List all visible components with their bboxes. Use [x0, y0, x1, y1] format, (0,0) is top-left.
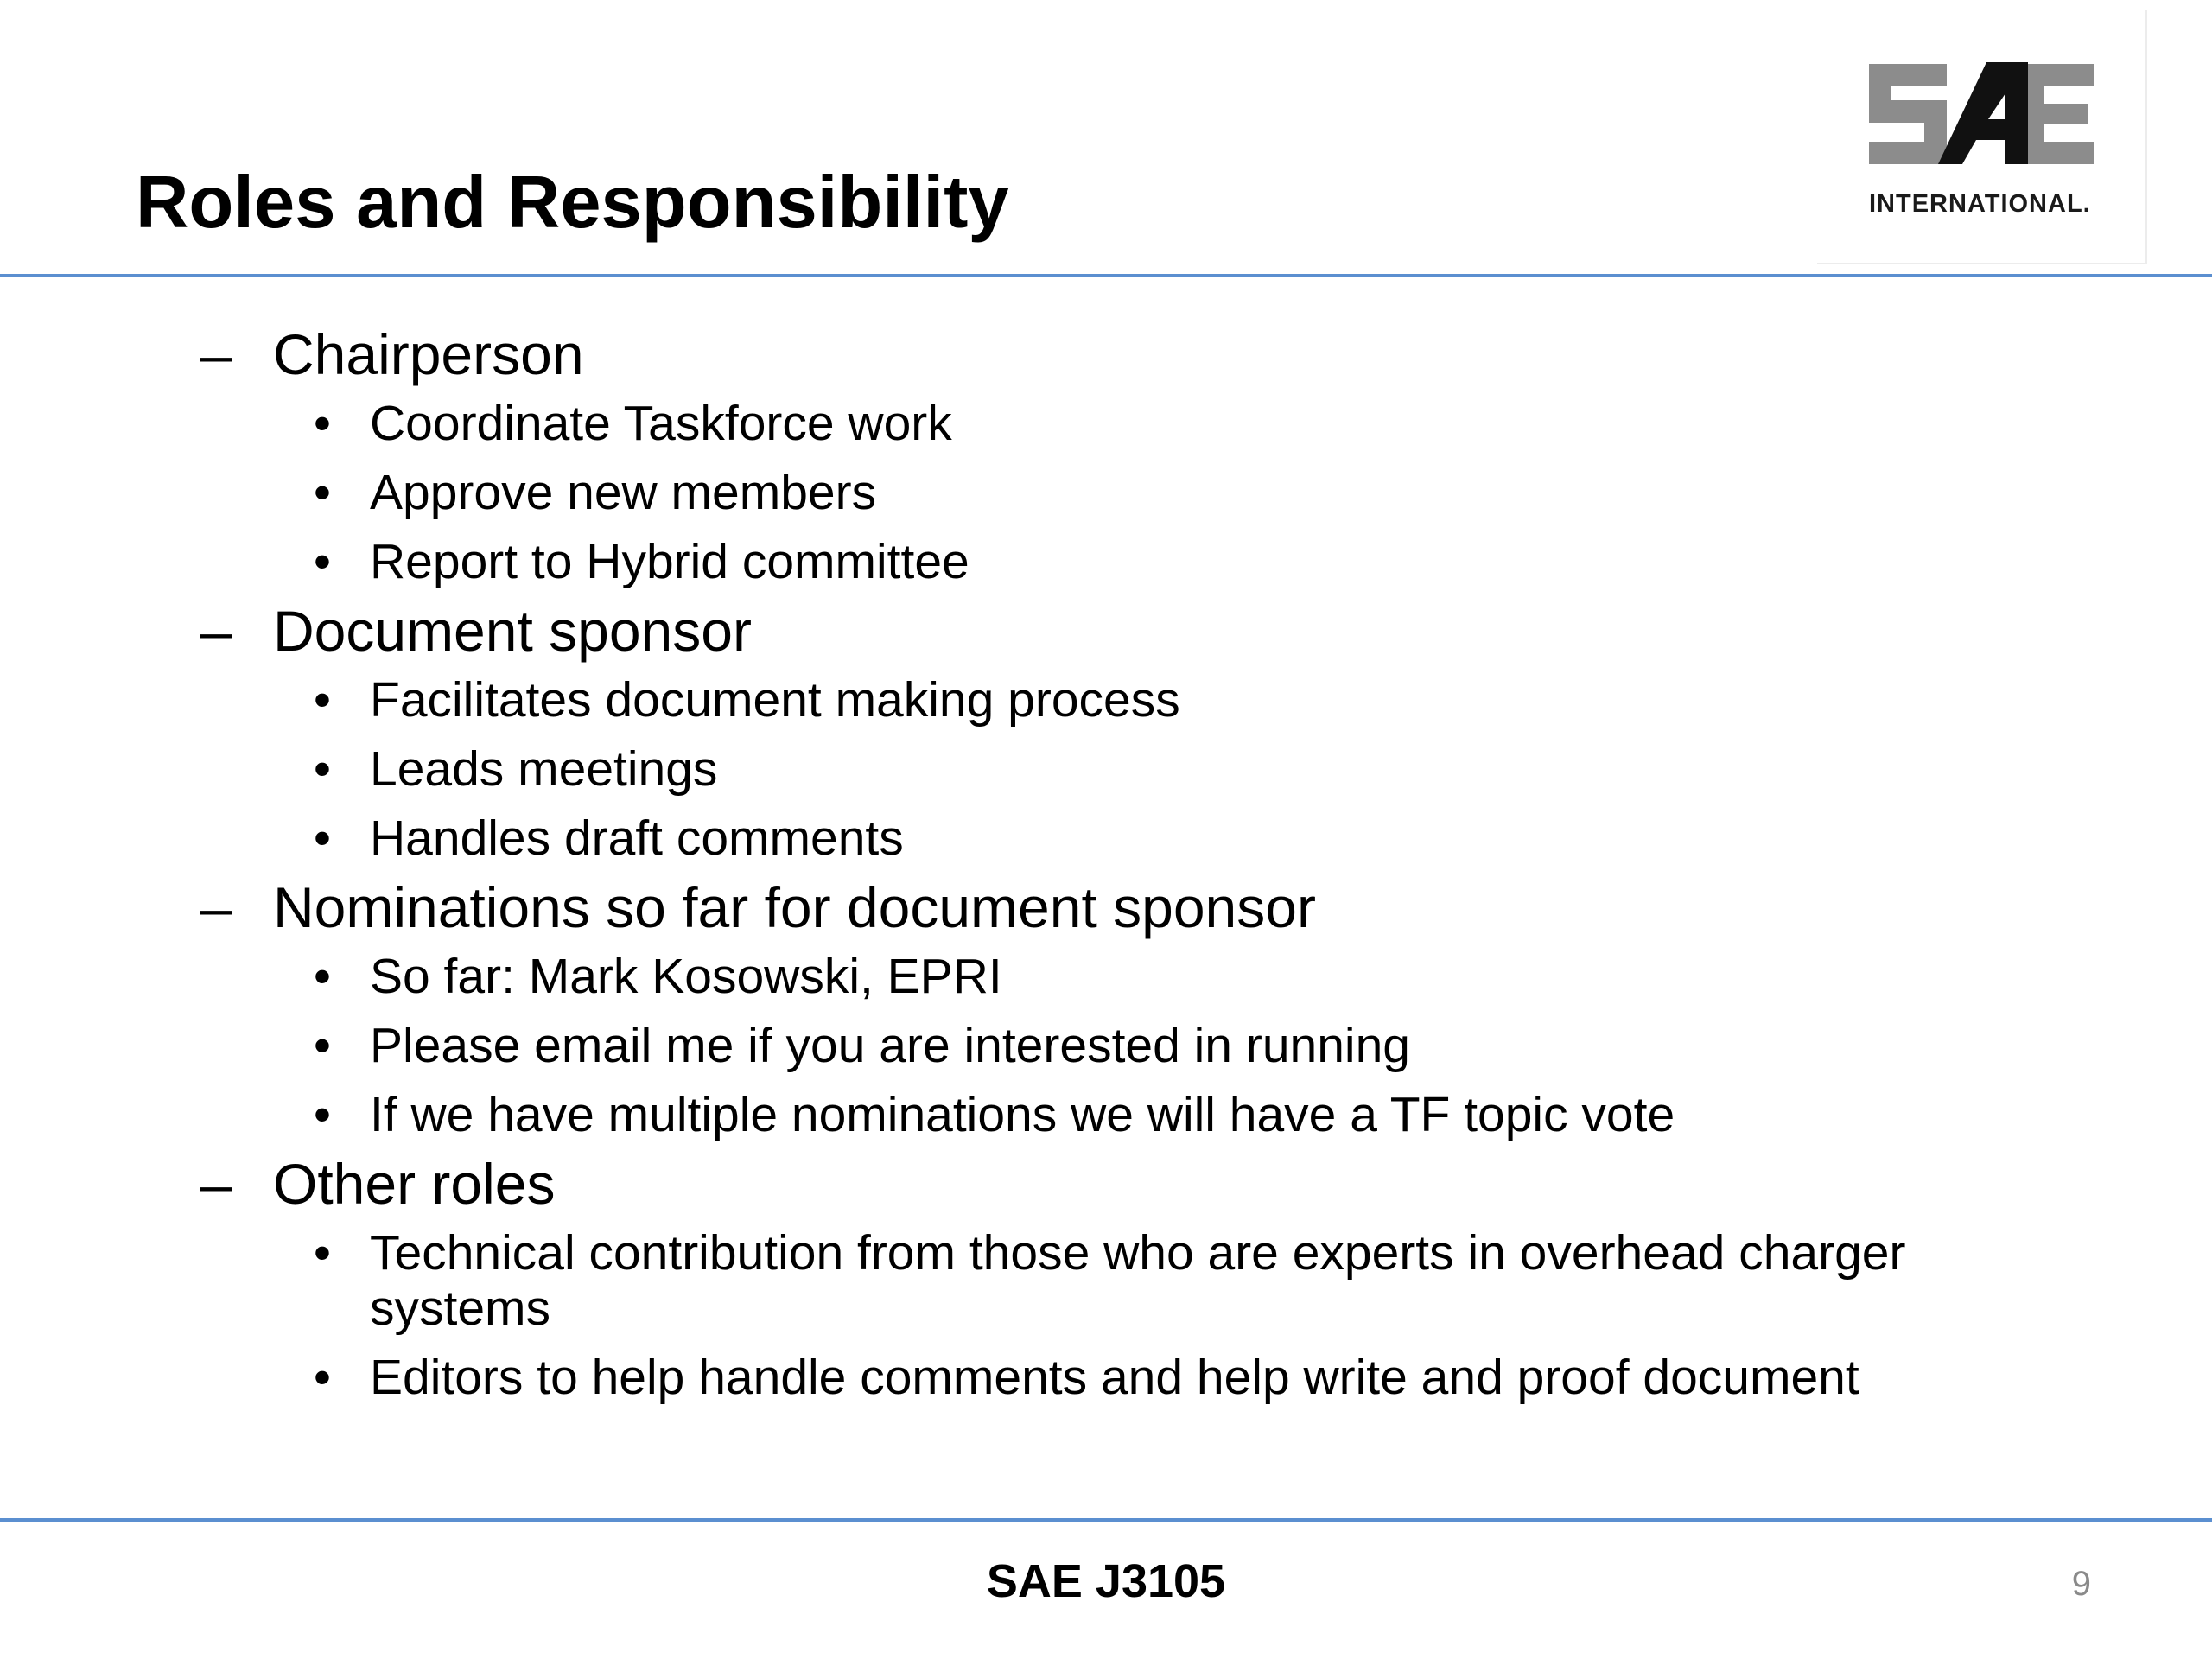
bullet-text: Coordinate Taskforce work [370, 396, 952, 451]
dash-marker: – [200, 875, 232, 939]
bullet-text: Please email me if you are interested in running [370, 1018, 1410, 1073]
sae-international-logo [1817, 10, 2147, 264]
logo-subtitle: INTERNATIONAL. [1869, 190, 2091, 218]
dash-marker: – [200, 1152, 232, 1216]
bullet-marker: • [314, 1350, 331, 1405]
sae-logo-mark [1817, 10, 2145, 183]
section-heading-text: Chairperson [273, 322, 584, 386]
section-heading [0, 596, 2212, 665]
bullet-marker: • [314, 396, 331, 451]
section-heading [0, 873, 2212, 942]
bullet-item [0, 389, 2212, 458]
bullet-item [0, 1343, 2212, 1412]
footer-divider [0, 1518, 2212, 1522]
section-heading-text: Document sponsor [273, 599, 752, 663]
bullet-text: Approve new members [370, 465, 877, 520]
page-number: 9 [2071, 1565, 2091, 1603]
bullet-item [0, 527, 2212, 596]
header-divider [0, 274, 2212, 277]
bullet-text: Facilitates document making process [370, 672, 1180, 728]
slide-content [0, 320, 2212, 1412]
bullet-marker: • [314, 672, 331, 728]
bullet-marker: • [314, 1087, 331, 1142]
section-heading [0, 1149, 2212, 1218]
bullet-text: Report to Hybrid committee [370, 534, 969, 589]
section-heading-text: Other roles [273, 1152, 556, 1216]
bullet-marker: • [314, 1018, 331, 1073]
bullet-text: Handles draft comments [370, 810, 904, 866]
bullet-text: If we have multiple nominations we will have a TF topic vote [370, 1087, 1675, 1142]
bullet-item [0, 734, 2212, 804]
bullet-item [0, 1011, 2212, 1080]
bullet-text: Leads meetings [370, 741, 718, 797]
dash-marker: – [200, 599, 232, 663]
section-heading-text: Nominations so far for document sponsor [273, 875, 1316, 939]
bullet-item [0, 942, 2212, 1011]
section-heading [0, 320, 2212, 389]
bullet-item [0, 665, 2212, 734]
slide-title: Roles and Responsibility [136, 162, 1009, 244]
bullet-marker: • [314, 534, 331, 589]
bullet-item [0, 1218, 2212, 1343]
bullet-marker: • [314, 741, 331, 797]
bullet-item [0, 1080, 2212, 1149]
bullet-marker: • [314, 810, 331, 866]
bullet-marker: • [314, 465, 331, 520]
bullet-item [0, 804, 2212, 873]
bullet-item [0, 458, 2212, 527]
bullet-text: So far: Mark Kosowski, EPRI [370, 949, 1002, 1004]
dash-marker: – [200, 322, 232, 386]
footer-doc-id: SAE J3105 [986, 1555, 1226, 1607]
bullet-marker: • [314, 1225, 331, 1281]
bullet-marker: • [314, 949, 331, 1004]
bullet-text: Technical contribution from those who are experts in overhead charger systems [370, 1225, 1906, 1336]
bullet-text: Editors to help handle comments and help write and proof document [370, 1350, 1859, 1405]
